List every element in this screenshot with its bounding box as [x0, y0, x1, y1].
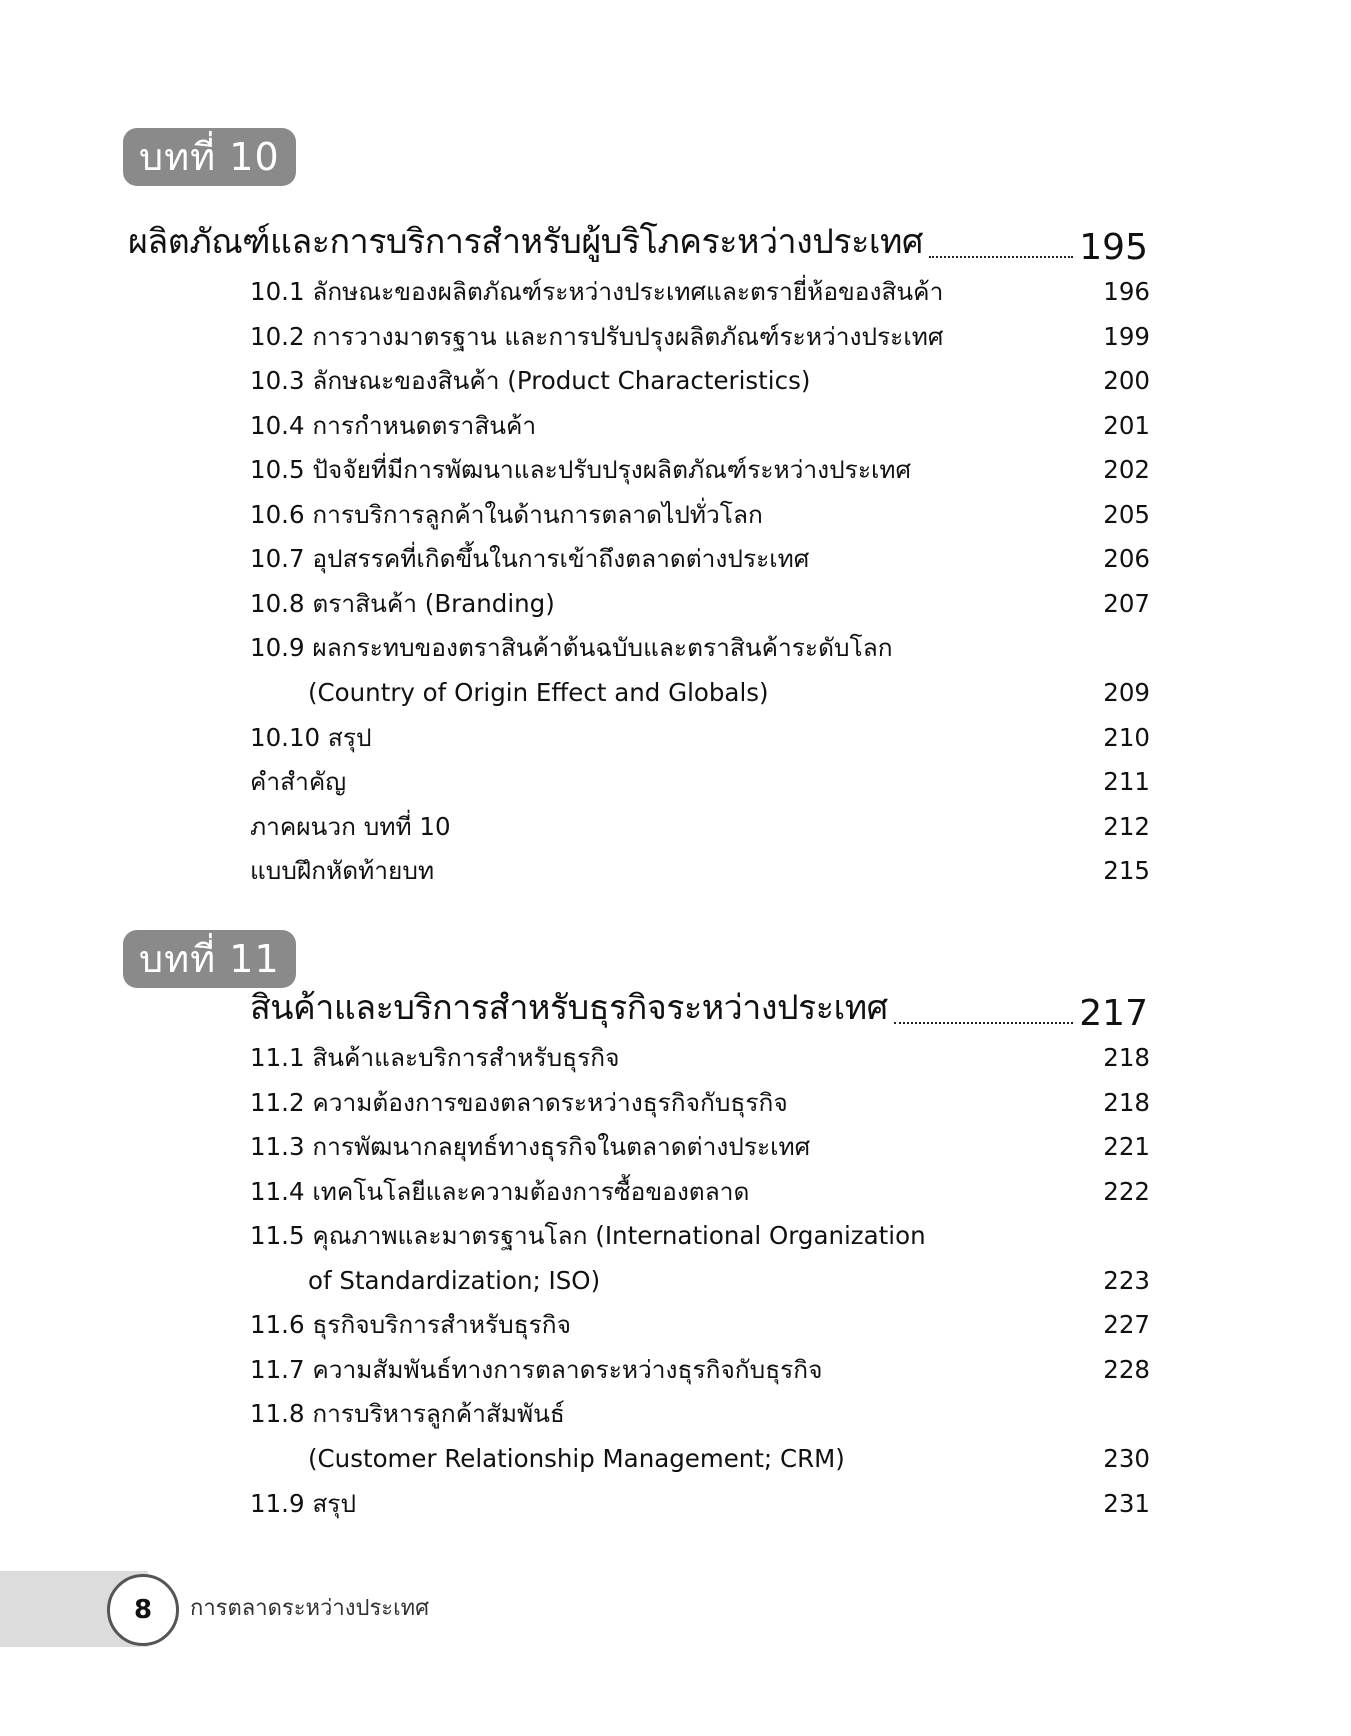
toc-entry[interactable] [250, 1085, 1150, 1121]
toc-entry-page: 209 [1103, 678, 1150, 707]
toc-entry-page: 230 [1103, 1444, 1150, 1473]
chapter-page-number: 217 [1079, 993, 1148, 1034]
toc-entry-label: 10.10 สรุป [250, 723, 372, 752]
toc-entry-label: (Country of Origin Effect and Globals) [308, 678, 769, 707]
toc-entry-label: 11.6 ธุรกิจบริการสำหรับธุรกิจ [250, 1310, 571, 1339]
toc-entry-label: คำสำคัญ [250, 767, 347, 796]
toc-entry-continuation[interactable] [250, 1441, 1150, 1477]
toc-entry[interactable] [250, 497, 1150, 533]
chapter-11-badge: บทที่ 11 [123, 930, 296, 988]
dot-leader [929, 256, 1073, 258]
toc-entry-page: 196 [1103, 277, 1150, 306]
toc-entry-label: 11.8 การบริหารลูกค้าสัมพันธ์ [250, 1399, 565, 1428]
toc-entry-page: 218 [1103, 1088, 1150, 1117]
toc-entry[interactable] [250, 1129, 1150, 1165]
toc-entry[interactable] [250, 452, 1150, 488]
toc-entry[interactable] [250, 809, 1150, 845]
toc-entry-label: (Customer Relationship Management; CRM) [308, 1444, 845, 1473]
chapter-title: สินค้าและบริการสำหรับธุรกิจระหว่างประเทศ [250, 988, 888, 1028]
dot-leader [894, 1022, 1074, 1024]
toc-entry[interactable] [250, 586, 1150, 622]
chapter-11-heading[interactable] [250, 984, 1148, 1034]
toc-entry-label: 10.9 ผลกระทบของตราสินค้าต้นฉบับและตราสินค้าระดับโลก [250, 633, 893, 662]
toc-entry-page: 222 [1103, 1177, 1150, 1206]
toc-entry-label: 10.2 การวางมาตรฐาน และการปรับปรุงผลิตภัณฑ์ระหว่างประเทศ [250, 322, 944, 351]
toc-entry-label: 11.9 สรุป [250, 1489, 357, 1518]
toc-entry-label: 11.1 สินค้าและบริการสำหรับธุรกิจ [250, 1043, 620, 1072]
toc-entry-page: 227 [1103, 1310, 1150, 1339]
chapter-10-badge: บทที่ 10 [123, 128, 296, 186]
toc-entry-page: 228 [1103, 1355, 1150, 1384]
running-footer-title: การตลาดระหว่างประเทศ [190, 1596, 430, 1621]
toc-entry[interactable] [250, 1486, 1150, 1522]
toc-entry[interactable] [250, 274, 1150, 310]
toc-entry-label: แบบฝึกหัดท้ายบท [250, 856, 435, 885]
page-number-circle [107, 1574, 179, 1646]
toc-entry-page: 212 [1103, 812, 1150, 841]
toc-entry[interactable] [250, 1040, 1150, 1076]
page-number: 8 [133, 1595, 153, 1625]
toc-entry-page: 210 [1103, 723, 1150, 752]
toc-entry-label: 10.3 ลักษณะของสินค้า (Product Characteristics) [250, 366, 811, 395]
toc-entry[interactable] [250, 1307, 1150, 1343]
toc-entry-page: 207 [1103, 589, 1150, 618]
toc-entry[interactable] [250, 363, 1150, 399]
toc-entry-page: 221 [1103, 1132, 1150, 1161]
toc-entry[interactable] [250, 541, 1150, 577]
toc-entry-page: 200 [1103, 366, 1150, 395]
toc-entry[interactable] [250, 853, 1150, 889]
toc-entry-label: of Standardization; ISO) [308, 1266, 601, 1295]
toc-entry-page: 201 [1103, 411, 1150, 440]
toc-entry-page: 199 [1103, 322, 1150, 351]
toc-entry-label: 10.5 ปัจจัยที่มีการพัฒนาและปรับปรุงผลิตภัณฑ์ระหว่างประเทศ [250, 455, 912, 484]
toc-entry[interactable] [250, 630, 1150, 666]
chapter-page-number: 195 [1079, 227, 1148, 268]
toc-entry-label: 10.4 การกำหนดตราสินค้า [250, 411, 537, 440]
toc-entry[interactable] [250, 764, 1150, 800]
toc-entry-label: 10.1 ลักษณะของผลิตภัณฑ์ระหว่างประเทศและตรายี่ห้อของสินค้า [250, 277, 944, 306]
toc-entry-label: 11.7 ความสัมพันธ์ทางการตลาดระหว่างธุรกิจกับธุรกิจ [250, 1355, 823, 1384]
chapter-title: ผลิตภัณฑ์และการบริการสำหรับผู้บริโภคระหว่างประเทศ [128, 222, 923, 262]
toc-entry-page: 215 [1103, 856, 1150, 885]
toc-entry[interactable] [250, 1174, 1150, 1210]
toc-entry-label: 11.2 ความต้องการของตลาดระหว่างธุรกิจกับธุรกิจ [250, 1088, 788, 1117]
toc-entry-page: 231 [1103, 1489, 1150, 1518]
toc-entry-page: 206 [1103, 544, 1150, 573]
toc-entry-page: 218 [1103, 1043, 1150, 1072]
toc-entry-label: 10.8 ตราสินค้า (Branding) [250, 589, 555, 618]
toc-entry[interactable] [250, 408, 1150, 444]
chapter-10-heading[interactable] [128, 218, 1148, 268]
toc-entry-label: 10.6 การบริการลูกค้าในด้านการตลาดไปทั่วโลก [250, 500, 763, 529]
toc-entry[interactable] [250, 720, 1150, 756]
toc-entry[interactable] [250, 1352, 1150, 1388]
toc-entry[interactable] [250, 1218, 1150, 1254]
toc-entry-label: 11.4 เทคโนโลยีและความต้องการซื้อของตลาด [250, 1177, 750, 1206]
toc-entry[interactable] [250, 319, 1150, 355]
toc-entry-label: 11.3 การพัฒนากลยุทธ์ทางธุรกิจในตลาดต่างประเทศ [250, 1132, 811, 1161]
toc-entry-continuation[interactable] [250, 675, 1150, 711]
toc-entry-label: 10.7 อุปสรรคที่เกิดขึ้นในการเข้าถึงตลาดต่างประเทศ [250, 544, 810, 573]
toc-entry-page: 205 [1103, 500, 1150, 529]
toc-entry-continuation[interactable] [250, 1263, 1150, 1299]
toc-entry[interactable] [250, 1396, 1150, 1432]
toc-entry-label: 11.5 คุณภาพและมาตรฐานโลก (International Organization [250, 1221, 926, 1250]
toc-entry-page: 223 [1103, 1266, 1150, 1295]
toc-entry-page: 211 [1103, 767, 1150, 796]
toc-entry-label: ภาคผนวก บทที่ 10 [250, 812, 451, 841]
toc-entry-page: 202 [1103, 455, 1150, 484]
